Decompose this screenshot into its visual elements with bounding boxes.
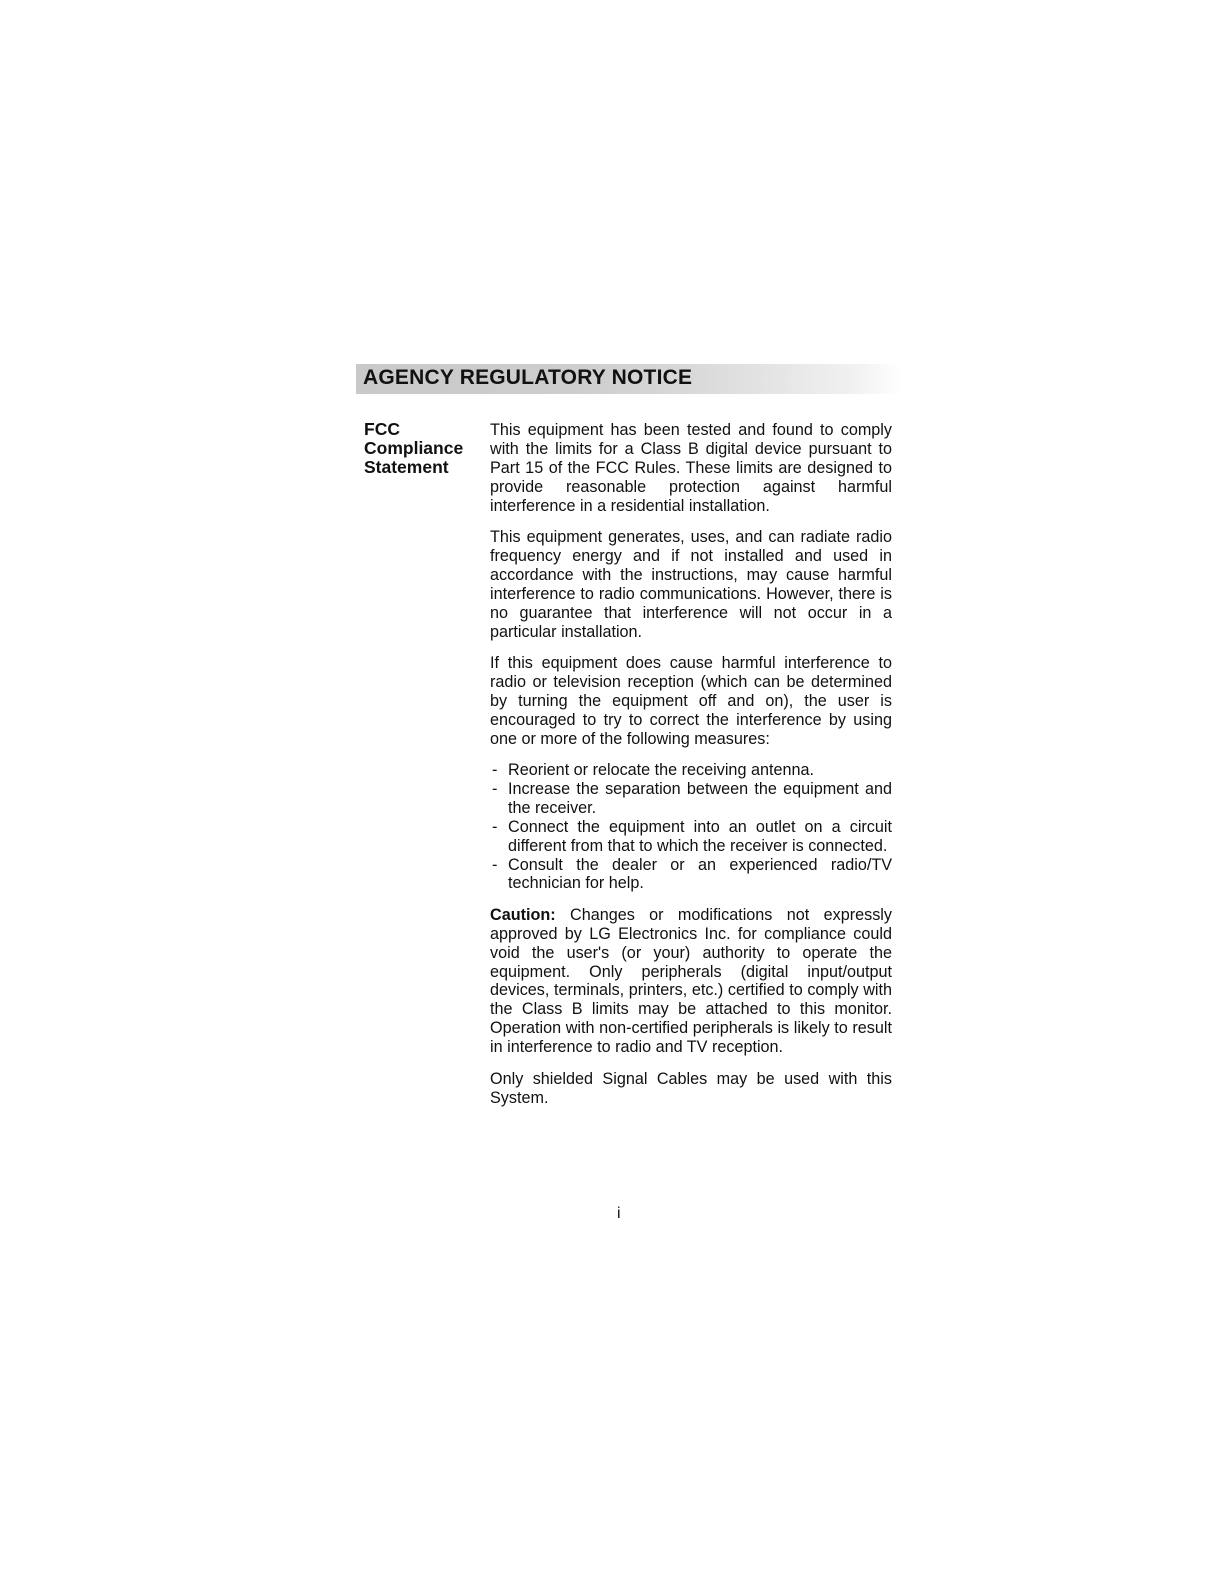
list-item	[492, 761, 892, 780]
list-item-text: Connect the equipment into an outlet on a circuit different from that to which the receiver is connected.	[508, 817, 892, 855]
paragraph-tested: This equipment has been tested and found to comply with the limits for a Class B digital device pursuant to Part 15 of the FCC Rules. These limits are designed to provide reasonable protection against harmful interference in a residential installation.	[490, 421, 892, 515]
list-item-text: Reorient or relocate the receiving antenna.	[508, 761, 814, 779]
list-item	[492, 818, 892, 856]
page-number: i	[617, 1205, 621, 1222]
list-item	[492, 856, 892, 894]
list-dash: -	[492, 761, 498, 779]
list-dash: -	[492, 855, 498, 874]
measures-list	[490, 761, 892, 893]
list-dash: -	[492, 779, 498, 798]
section-title: AGENCY REGULATORY NOTICE	[363, 366, 693, 389]
side-heading	[364, 420, 480, 477]
caution-text: Changes or modifications not expressly approved by LG Electronics Inc. for compliance could void the user's (or your) authority to operate the equipment. Only peripherals (digital input/output devices, terminals, printers, etc.) certified to comply with the Class B limits may be attached to this monitor. Operation with non-certified peripherals is likely to result in interference to radio and TV reception.	[490, 905, 892, 1057]
side-heading-line-3: Statement	[364, 457, 449, 477]
paragraph-generates: This equipment generates, uses, and can radiate radio frequency energy and if not installed and used in accordance with the instructions, may cause harmful interference to radio communications. However, there is no guarantee that interference will not occur in a particular installation.	[490, 528, 892, 641]
list-item-text: Consult the dealer or an experienced radio/TV technician for help.	[508, 855, 892, 893]
body-column	[490, 421, 892, 1120]
paragraph-interference: If this equipment does cause harmful interference to radio or television reception (which can be determined by turning the equipment off and on), the user is encouraged to try to correct the interference by using one or more of the following measures:	[490, 653, 892, 748]
list-dash: -	[492, 817, 498, 836]
paragraph-shielded-cables: Only shielded Signal Cables may be used with this System.	[490, 1069, 892, 1107]
side-heading-line-1: FCC	[364, 419, 400, 439]
paragraph-caution	[490, 906, 892, 1057]
caution-label: Caution:	[490, 905, 556, 924]
list-item	[492, 780, 892, 818]
list-item-text: Increase the separation between the equipment and the receiver.	[508, 779, 892, 817]
side-heading-line-2: Compliance	[364, 438, 464, 458]
